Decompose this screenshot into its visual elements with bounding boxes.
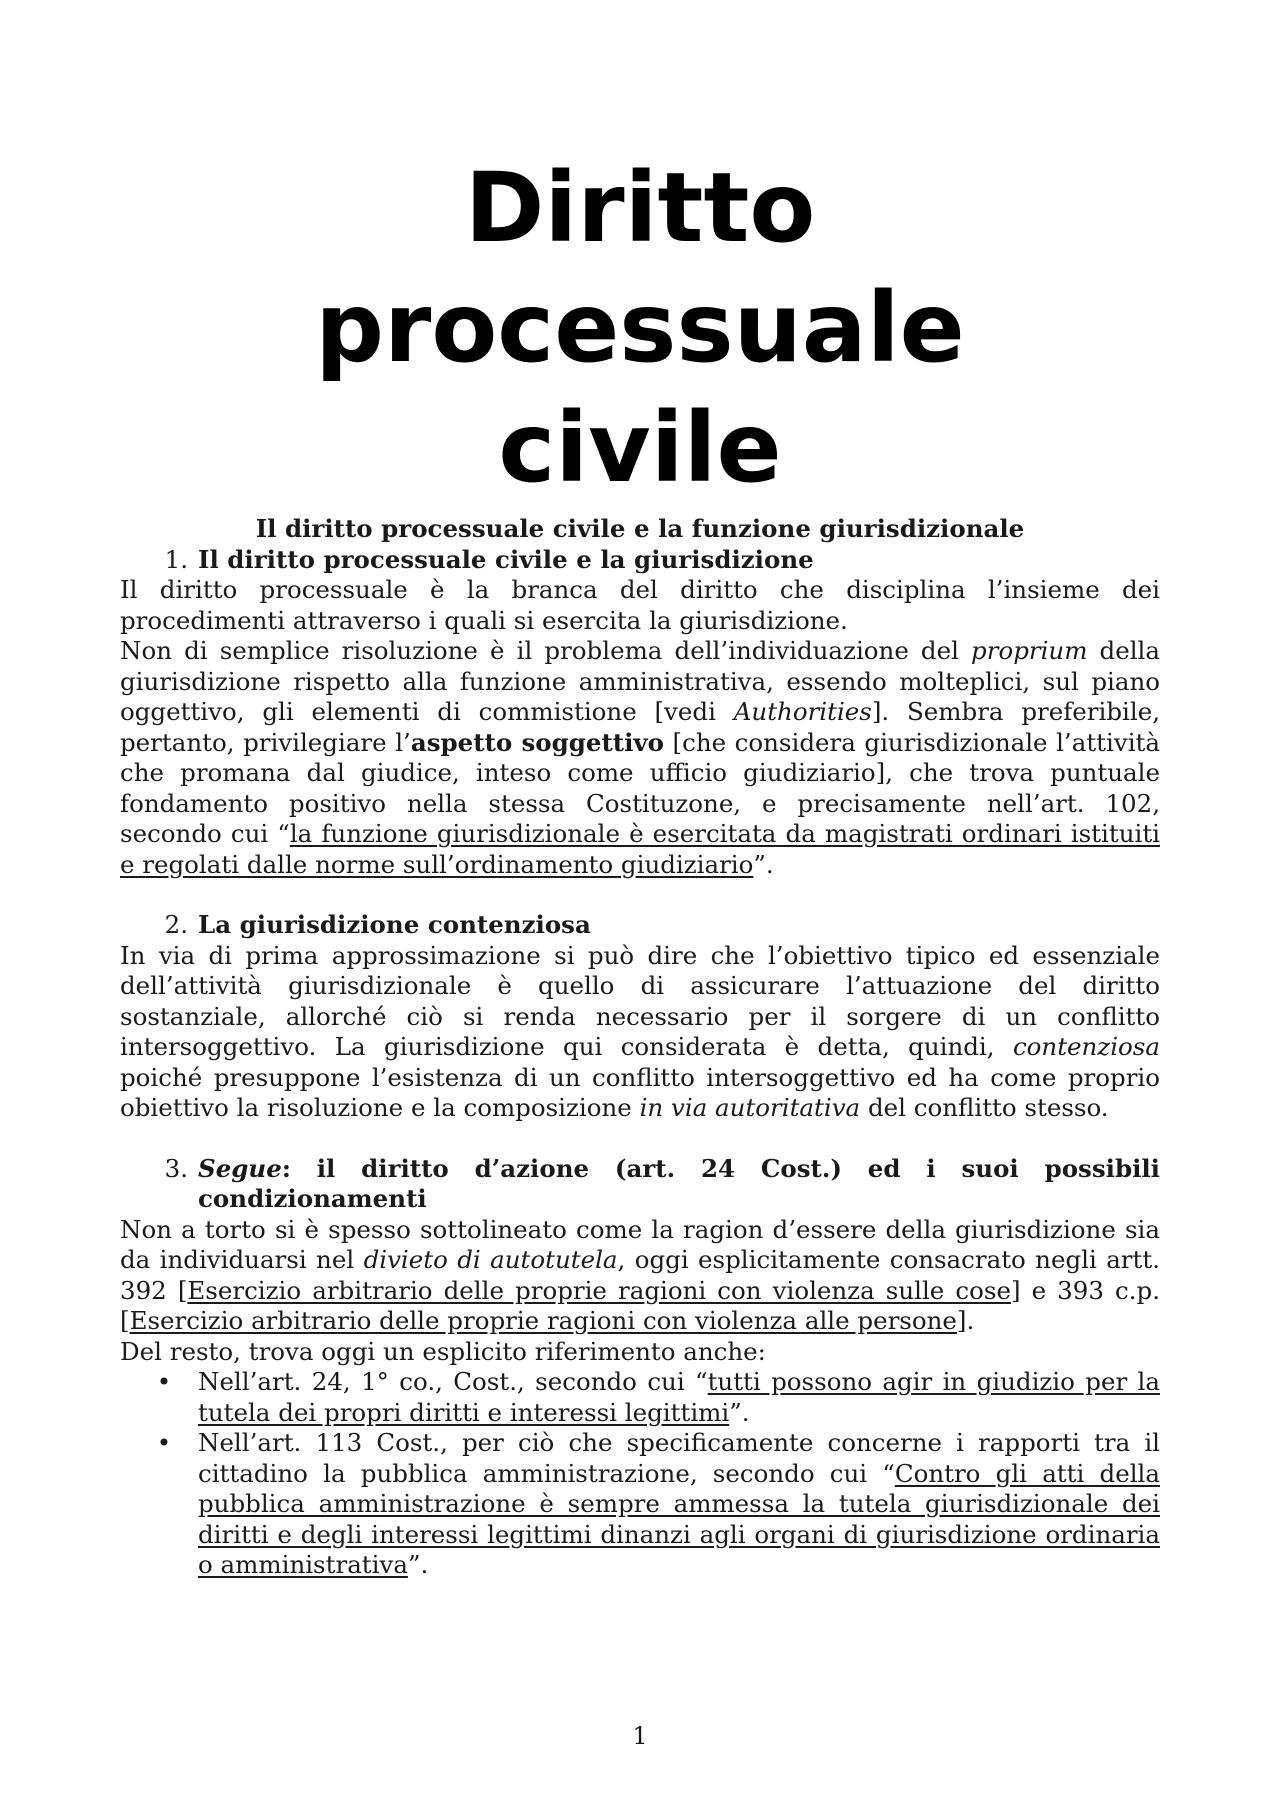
bullet-icon: • xyxy=(156,1428,172,1457)
italic-term: divieto di autotutela xyxy=(363,1245,618,1274)
document-title xyxy=(120,148,1160,508)
paragraph-gap xyxy=(120,880,1160,910)
italic-term: in via autoritativa xyxy=(639,1093,861,1122)
list-item-text: Nell’art. 113 Cost., per ciò che specificamente concerne i rapporti tra il cittadino la pubblica amministrazione, secondo cui “Contro gli atti della pubblica amministrazione è sempre ammessa la tutela giurisdizionale dei diritti e degli interessi legittimi dinanzi agli organi di giurisdizione ordinaria o amministrativa”. xyxy=(198,1428,1160,1579)
section-number: 1. xyxy=(164,544,188,574)
section-1-heading xyxy=(120,545,1160,576)
section-number: 3. xyxy=(164,1153,188,1183)
underlined-quote: tutti possono agir in giudizio per la tutela dei propri diritti e interessi legittimi xyxy=(198,1367,1160,1427)
document-body xyxy=(120,514,1160,1581)
section-number: 2. xyxy=(164,910,188,939)
list-item-text: Nell’art. 24, 1° co., Cost., secondo cui “tutti possono agir in giudizio per la tutela dei propri diritti e interessi legittimi”. xyxy=(198,1367,1160,1427)
paragraph: Non a torto si è spesso sottolineato come la ragion d’essere della giurisdizione sia da individuarsi nel divieto di autotutela, oggi esplicitamente consacrato negli artt. 392 [Esercizio arbitrario delle proprie ragioni con violenza sulle cose] e 393 c.p. [Esercizio arbitrario delle proprie ragioni con violenza alle persone]. xyxy=(120,1214,1161,1335)
bullet-icon: • xyxy=(156,1367,172,1396)
underlined-quote: Esercizio arbitrario delle proprie ragioni con violenza alle persone xyxy=(129,1306,957,1335)
section-heading-text: La giurisdizione contenziosa xyxy=(198,910,591,939)
paragraph: Del resto, trova oggi un esplicito riferimento anche: xyxy=(120,1336,766,1366)
section-heading-text: Segue: il diritto d’azione (art. 24 Cost.) ed i suoi possibili condizionamenti xyxy=(198,1153,1160,1213)
chapter-subtitle: Il diritto processuale civile e la funzione giurisdizionale xyxy=(255,514,1025,543)
title-line-1: Diritto xyxy=(464,152,816,264)
title-line-3: civile xyxy=(498,392,782,504)
italic-term: contenziosa xyxy=(1012,1032,1160,1061)
title-line-2: processuale xyxy=(315,272,965,384)
list-item xyxy=(120,1367,1160,1428)
bold-term: aspetto soggettivo xyxy=(410,727,664,757)
section-3-heading xyxy=(120,1154,1160,1215)
paragraph: Non di semplice risoluzione è il problema dell’individuazione del proprium della giurisdizione rispetto alla funzione amministrativa, essendo molteplici, sul piano oggettivo, gli elementi di commistione [vedi Authorities]. Sembra preferibile, pertanto, privilegiare l’aspetto soggettivo [che considera giurisdizionale l’attività che promana dal giudice, inteso come ufficio giudiziario], che trova puntuale fondamento positivo nella stessa Costituzone, e precisamente nell’art. 102, secondo cui “la funzione giurisdizionale è esercitata da magistrati ordinari istituiti e regolati dalle norme sull’ordinamento giudiziario”. xyxy=(120,636,1161,879)
italic-term: Authorities xyxy=(733,697,872,726)
underlined-quote: Contro gli atti della pubblica amministrazione è sempre ammessa la tutela giurisdizionale dei diritti e degli interessi legittimi dinanzi agli organi di giurisdizione ordinaria o amministrativa xyxy=(198,1458,1160,1579)
bullet-list xyxy=(120,1367,1160,1581)
page-number: 1 xyxy=(632,1722,648,1750)
underlined-quote: la funzione giurisdizionale è esercitata da magistrati ordinari istituiti e regolati dalle norme sull’ordinamento giudiziario xyxy=(120,819,1160,879)
italic-term: proprium xyxy=(971,636,1088,665)
section-heading-text: Il diritto processuale civile e la giurisdizione xyxy=(198,544,814,574)
list-item xyxy=(120,1428,1160,1581)
underlined-quote: Esercizio arbitrario delle proprie ragioni con violenza sulle cose xyxy=(187,1275,1011,1305)
paragraph: Il diritto processuale è la branca del diritto che disciplina l’insieme dei procedimenti attraverso i quali si esercita la giurisdizione. xyxy=(120,575,1160,635)
section-2-heading xyxy=(120,910,1160,941)
paragraph: In via di prima approssimazione si può dire che l’obiettivo tipico ed essenziale dell’attività giurisdizionale è quello di assicurare l’attuazione del diritto sostanziale, allorché ciò si renda necessario per il sorgere di un conflitto intersoggettivo. La giurisdizione qui considerata è detta, quindi, contenziosa poiché presuppone l’esistenza di un conflitto intersoggettivo ed ha come proprio obiettivo la risoluzione e la composizione in via autoritativa del conflitto stesso. xyxy=(120,940,1160,1122)
paragraph-gap xyxy=(120,1124,1160,1154)
